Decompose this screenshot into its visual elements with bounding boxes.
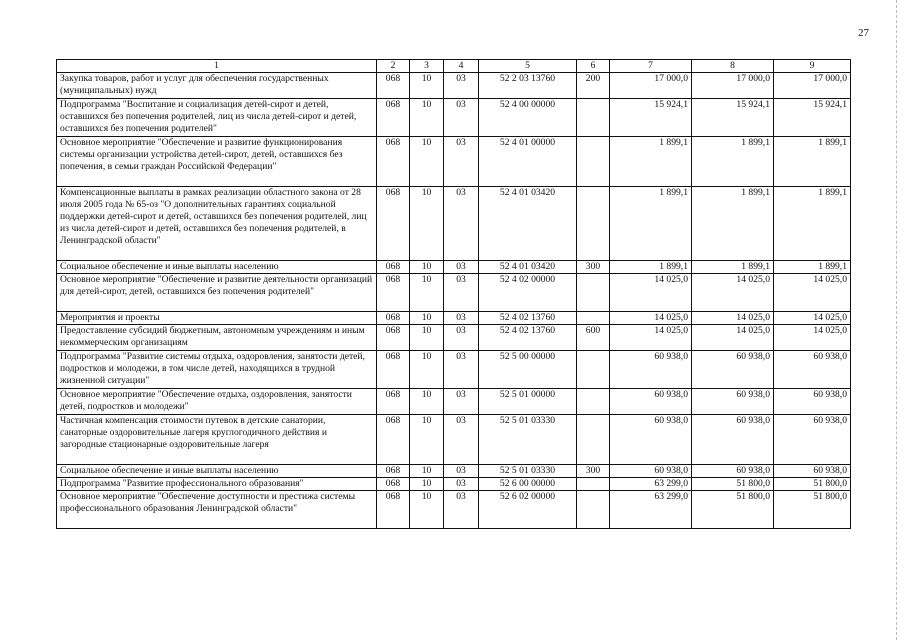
- row-expense-type-cell: [577, 491, 610, 529]
- row-amount-col7-cell: 14 025,0: [610, 325, 692, 351]
- row-amount-col7-cell: 60 938,0: [610, 465, 692, 478]
- row-expense-type-cell: [577, 478, 610, 491]
- table-row: [57, 187, 851, 261]
- row-expense-type-cell: [577, 389, 610, 415]
- row-amount-col7-cell: 60 938,0: [610, 351, 692, 389]
- row-amount-col8-cell: 60 938,0: [692, 465, 774, 478]
- row-amount-col9-cell: 14 025,0: [774, 312, 851, 325]
- row-target-article-cell: 52 5 01 00000: [479, 389, 577, 415]
- row-amount-col7-cell: 14 025,0: [610, 274, 692, 312]
- row-amount-col7-cell: 60 938,0: [610, 389, 692, 415]
- row-ministry-code-cell: 068: [377, 261, 410, 274]
- row-target-article-cell: 52 4 01 00000: [479, 137, 577, 187]
- page-edge-line: [895, 0, 897, 640]
- row-target-article-cell: 52 6 02 00000: [479, 491, 577, 529]
- row-amount-col9-cell: 14 025,0: [774, 274, 851, 312]
- table-row: [57, 478, 851, 491]
- row-subsection-cell: 03: [444, 351, 479, 389]
- row-amount-col7-cell: 17 000,0: [610, 73, 692, 99]
- table-body: [57, 73, 851, 529]
- row-name-cell: Подпрограмма "Развитие системы отдыха, оздоровления, занятости детей, подростков и молодежи, в том числе детей, находящихся в трудной жизненной ситуации": [57, 351, 377, 389]
- row-target-article-cell: 52 4 02 00000: [479, 274, 577, 312]
- row-amount-col9-cell: 17 000,0: [774, 73, 851, 99]
- row-amount-col8-cell: 1 899,1: [692, 187, 774, 261]
- table-row: [57, 351, 851, 389]
- column-header: 5: [479, 60, 577, 73]
- row-amount-col8-cell: 1 899,1: [692, 261, 774, 274]
- row-target-article-cell: 52 4 00 00000: [479, 99, 577, 137]
- row-section-cell: 10: [410, 312, 444, 325]
- row-ministry-code-cell: 068: [377, 73, 410, 99]
- row-amount-col8-cell: 14 025,0: [692, 274, 774, 312]
- row-ministry-code-cell: 068: [377, 99, 410, 137]
- table-row: [57, 389, 851, 415]
- row-ministry-code-cell: 068: [377, 274, 410, 312]
- row-amount-col8-cell: 1 899,1: [692, 137, 774, 187]
- row-ministry-code-cell: 068: [377, 325, 410, 351]
- row-section-cell: 10: [410, 261, 444, 274]
- row-section-cell: 10: [410, 415, 444, 465]
- row-target-article-cell: 52 4 01 03420: [479, 261, 577, 274]
- row-amount-col9-cell: 60 938,0: [774, 351, 851, 389]
- row-amount-col8-cell: 14 025,0: [692, 325, 774, 351]
- row-name-cell: Мероприятия и проекты: [57, 312, 377, 325]
- row-amount-col7-cell: 1 899,1: [610, 261, 692, 274]
- table-row: [57, 274, 851, 312]
- budget-table: [56, 59, 851, 529]
- row-amount-col8-cell: 14 025,0: [692, 312, 774, 325]
- row-amount-col8-cell: 60 938,0: [692, 351, 774, 389]
- row-section-cell: 10: [410, 325, 444, 351]
- row-name-cell: Предоставление субсидий бюджетным, автономным учреждениям и иным некоммерческим организациям: [57, 325, 377, 351]
- table-row: [57, 261, 851, 274]
- row-amount-col7-cell: 14 025,0: [610, 312, 692, 325]
- row-name-cell: Основное мероприятие "Обеспечение и развитие функционирования системы организации устройства детей-сирот, детей, оставшихся без попечения, в семьи граждан Российской Федерации": [57, 137, 377, 187]
- row-target-article-cell: 52 5 00 00000: [479, 351, 577, 389]
- row-target-article-cell: 52 4 01 03420: [479, 187, 577, 261]
- row-name-cell: Социальное обеспечение и иные выплаты населению: [57, 465, 377, 478]
- row-target-article-cell: 52 4 02 13760: [479, 325, 577, 351]
- row-subsection-cell: 03: [444, 137, 479, 187]
- row-name-cell: Основное мероприятие "Обеспечение доступности и престижа системы профессионального образования Ленинградской области": [57, 491, 377, 529]
- row-subsection-cell: 03: [444, 389, 479, 415]
- row-amount-col7-cell: 63 299,0: [610, 478, 692, 491]
- row-subsection-cell: 03: [444, 312, 479, 325]
- row-amount-col9-cell: 1 899,1: [774, 137, 851, 187]
- row-section-cell: 10: [410, 274, 444, 312]
- row-amount-col9-cell: 15 924,1: [774, 99, 851, 137]
- row-subsection-cell: 03: [444, 325, 479, 351]
- row-name-cell: Частичная компенсация стоимости путевок в детские санатории, санаторные оздоровительные лагеря круглогодичного действия и загородные стационарные оздоровительные лагеря: [57, 415, 377, 465]
- column-header: 4: [444, 60, 479, 73]
- row-name-cell: Основное мероприятие "Обеспечение отдыха, оздоровления, занятости детей, подростков и молодежи": [57, 389, 377, 415]
- row-ministry-code-cell: 068: [377, 465, 410, 478]
- row-expense-type-cell: [577, 312, 610, 325]
- row-name-cell: Основное мероприятие "Обеспечение и развитие деятельности организаций для детей-сирот, детей, оставшихся без попечения родителей": [57, 274, 377, 312]
- row-target-article-cell: 52 4 02 13760: [479, 312, 577, 325]
- row-amount-col7-cell: 63 299,0: [610, 491, 692, 529]
- table-row: [57, 325, 851, 351]
- row-subsection-cell: 03: [444, 465, 479, 478]
- row-amount-col9-cell: 51 800,0: [774, 478, 851, 491]
- row-section-cell: 10: [410, 491, 444, 529]
- row-ministry-code-cell: 068: [377, 137, 410, 187]
- row-amount-col8-cell: 15 924,1: [692, 99, 774, 137]
- row-name-cell: Подпрограмма "Развитие профессионального образования": [57, 478, 377, 491]
- row-section-cell: 10: [410, 99, 444, 137]
- row-subsection-cell: 03: [444, 261, 479, 274]
- row-section-cell: 10: [410, 389, 444, 415]
- row-amount-col9-cell: 1 899,1: [774, 261, 851, 274]
- row-expense-type-cell: [577, 351, 610, 389]
- table-row: [57, 312, 851, 325]
- row-subsection-cell: 03: [444, 99, 479, 137]
- row-subsection-cell: 03: [444, 415, 479, 465]
- row-ministry-code-cell: 068: [377, 312, 410, 325]
- row-expense-type-cell: [577, 99, 610, 137]
- row-name-cell: Компенсационные выплаты в рамках реализации областного закона от 28 июля 2005 года № 65-оз "О дополнительных гарантиях социальной поддержки детей-сирот и детей, оставшихся без попечения родителей, лиц из числа детей-сирот и детей, оставшихся без попечения родителей, в Ленинградской области": [57, 187, 377, 261]
- row-amount-col9-cell: 1 899,1: [774, 187, 851, 261]
- row-subsection-cell: 03: [444, 73, 479, 99]
- row-amount-col9-cell: 51 800,0: [774, 491, 851, 529]
- row-ministry-code-cell: 068: [377, 351, 410, 389]
- row-expense-type-cell: [577, 137, 610, 187]
- row-amount-col7-cell: 60 938,0: [610, 415, 692, 465]
- row-section-cell: 10: [410, 465, 444, 478]
- column-header: 3: [410, 60, 444, 73]
- row-amount-col8-cell: 51 800,0: [692, 478, 774, 491]
- row-ministry-code-cell: 068: [377, 415, 410, 465]
- row-target-article-cell: 52 2 03 13760: [479, 73, 577, 99]
- table-row: [57, 137, 851, 187]
- row-amount-col9-cell: 60 938,0: [774, 465, 851, 478]
- table-row: [57, 491, 851, 529]
- table-row: [57, 99, 851, 137]
- row-amount-col9-cell: 60 938,0: [774, 415, 851, 465]
- column-header: 7: [610, 60, 692, 73]
- row-target-article-cell: 52 5 01 03330: [479, 415, 577, 465]
- row-name-cell: Закупка товаров, работ и услуг для обеспечения государственных (муниципальных) нужд: [57, 73, 377, 99]
- row-amount-col8-cell: 51 800,0: [692, 491, 774, 529]
- table-header-row: [57, 60, 851, 73]
- row-amount-col7-cell: 1 899,1: [610, 187, 692, 261]
- row-amount-col7-cell: 15 924,1: [610, 99, 692, 137]
- row-section-cell: 10: [410, 73, 444, 99]
- row-expense-type-cell: 300: [577, 261, 610, 274]
- row-ministry-code-cell: 068: [377, 478, 410, 491]
- row-subsection-cell: 03: [444, 478, 479, 491]
- row-name-cell: Социальное обеспечение и иные выплаты населению: [57, 261, 377, 274]
- column-header: 8: [692, 60, 774, 73]
- row-amount-col8-cell: 60 938,0: [692, 389, 774, 415]
- row-section-cell: 10: [410, 187, 444, 261]
- row-amount-col8-cell: 17 000,0: [692, 73, 774, 99]
- table-row: [57, 415, 851, 465]
- table-row: [57, 73, 851, 99]
- row-subsection-cell: 03: [444, 274, 479, 312]
- row-expense-type-cell: [577, 415, 610, 465]
- row-section-cell: 10: [410, 478, 444, 491]
- row-ministry-code-cell: 068: [377, 187, 410, 261]
- row-section-cell: 10: [410, 137, 444, 187]
- page-number: 27: [858, 27, 869, 39]
- row-amount-col7-cell: 1 899,1: [610, 137, 692, 187]
- column-header: 1: [57, 60, 377, 73]
- row-subsection-cell: 03: [444, 491, 479, 529]
- column-header: 2: [377, 60, 410, 73]
- row-ministry-code-cell: 068: [377, 491, 410, 529]
- table-row: [57, 465, 851, 478]
- row-target-article-cell: 52 5 01 03330: [479, 465, 577, 478]
- row-amount-col8-cell: 60 938,0: [692, 415, 774, 465]
- row-expense-type-cell: 300: [577, 465, 610, 478]
- column-header: 9: [774, 60, 851, 73]
- row-section-cell: 10: [410, 351, 444, 389]
- column-header: 6: [577, 60, 610, 73]
- row-ministry-code-cell: 068: [377, 389, 410, 415]
- row-expense-type-cell: 200: [577, 73, 610, 99]
- row-target-article-cell: 52 6 00 00000: [479, 478, 577, 491]
- row-expense-type-cell: [577, 274, 610, 312]
- row-subsection-cell: 03: [444, 187, 479, 261]
- row-amount-col9-cell: 14 025,0: [774, 325, 851, 351]
- row-expense-type-cell: [577, 187, 610, 261]
- row-expense-type-cell: 600: [577, 325, 610, 351]
- row-amount-col9-cell: 60 938,0: [774, 389, 851, 415]
- row-name-cell: Подпрограмма "Воспитание и социализация детей-сирот и детей, оставшихся без попечения родителей, лиц из числа детей-сирот и детей, оставшихся без попечения родителей": [57, 99, 377, 137]
